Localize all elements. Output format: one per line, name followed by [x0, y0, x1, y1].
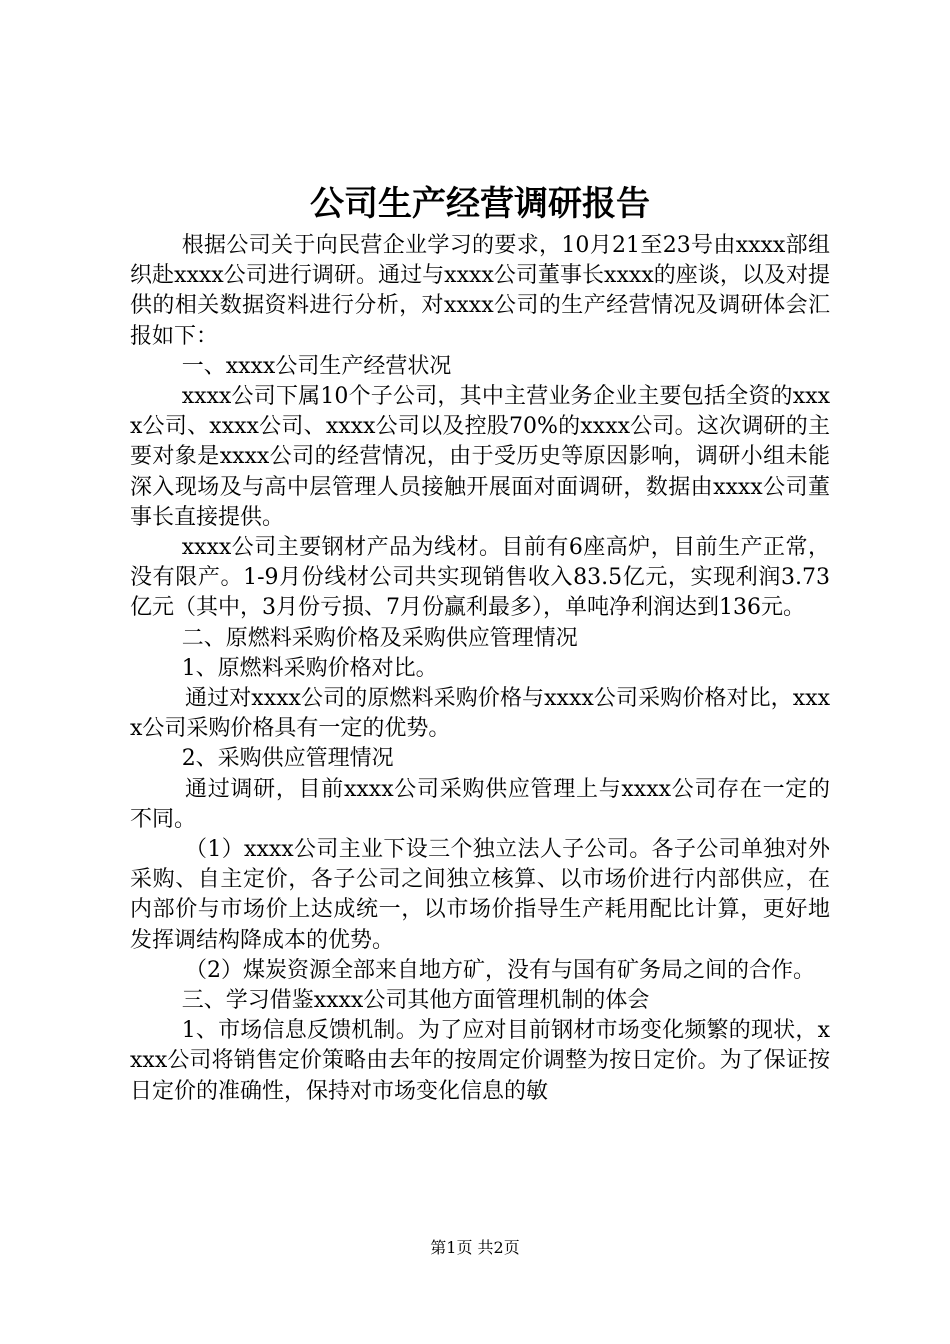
paragraph-procurement-difference: 通过调研，目前xxxx公司采购供应管理上与xxxx公司存在一定的不同。: [130, 776, 830, 832]
subheading-price-comparison: 1、原燃料采购价格对比。: [181, 655, 438, 681]
paragraph-independent-subsidiaries: （1）xxxx公司主业下设三个独立法人子公司。各子公司单独对外采购、自主定价，各子公司之间独立核算、以市场价进行内部供应，在内部价与市场价上达成统一，以市场价指导生产耗用配比计算，更好地发挥调结构降成本的优势。: [130, 837, 830, 953]
document-title: 公司生产经营调研报告: [310, 184, 650, 224]
section-heading-3: 三、学习借鉴xxxx公司其他方面管理机制的体会: [181, 988, 650, 1014]
paragraph-subsidiaries: xxxx公司下属10个子公司，其中主营业务企业主要包括全资的xxxx公司、xxxx公司、xxxx公司以及控股70%的xxxx公司。这次调研的主要对象是xxxx公司的经营情况，由于受历史等原因影响，调研小组未能深入现场及与高中层管理人员接触开展面对面调研，数据由xxxx公司董事长直接提供。: [130, 384, 830, 530]
paragraph-coal-resources: （2）煤炭资源全部来自地方矿，没有与国有矿务局之间的合作。: [185, 957, 815, 983]
paragraph-price-comparison: 通过对xxxx公司的原燃料采购价格与xxxx公司采购价格对比，xxxx公司采购价格具有一定的优势。: [130, 686, 830, 742]
paragraph-intro: 根据公司关于向民营企业学习的要求，10月21至23号由xxxx部组织赴xxxx公司进行调研。通过与xxxx公司董事长xxxx的座谈，以及对提供的相关数据资料进行分析，对xxxx公司的生产经营情况及调研体会汇报如下：: [130, 233, 830, 349]
document-body: [130, 231, 830, 1107]
subheading-procurement: 2、采购供应管理情况: [181, 746, 394, 772]
paragraph-market-feedback: 1、市场信息反馈机制。为了应对目前钢材市场变化频繁的现状，xxxx公司将销售定价策略由去年的按周定价调整为按日定价。为了保证按日定价的准确性，保持对市场变化信息的敏: [130, 1018, 830, 1104]
section-heading-2: 二、原燃料采购价格及采购供应管理情况: [181, 625, 578, 651]
page-number-footer: 第1页 共2页: [430, 1238, 520, 1257]
paragraph-products: xxxx公司主要钢材产品为线材。目前有6座高炉，目前生产正常，没有限产。1-9月份线材公司共实现销售收入83.5亿元，实现利润3.73亿元（其中，3月份亏损、7月份赢利最多），单吨净利润达到136元。: [130, 535, 830, 621]
section-heading-1: 一、xxxx公司生产经营状况: [181, 353, 452, 379]
